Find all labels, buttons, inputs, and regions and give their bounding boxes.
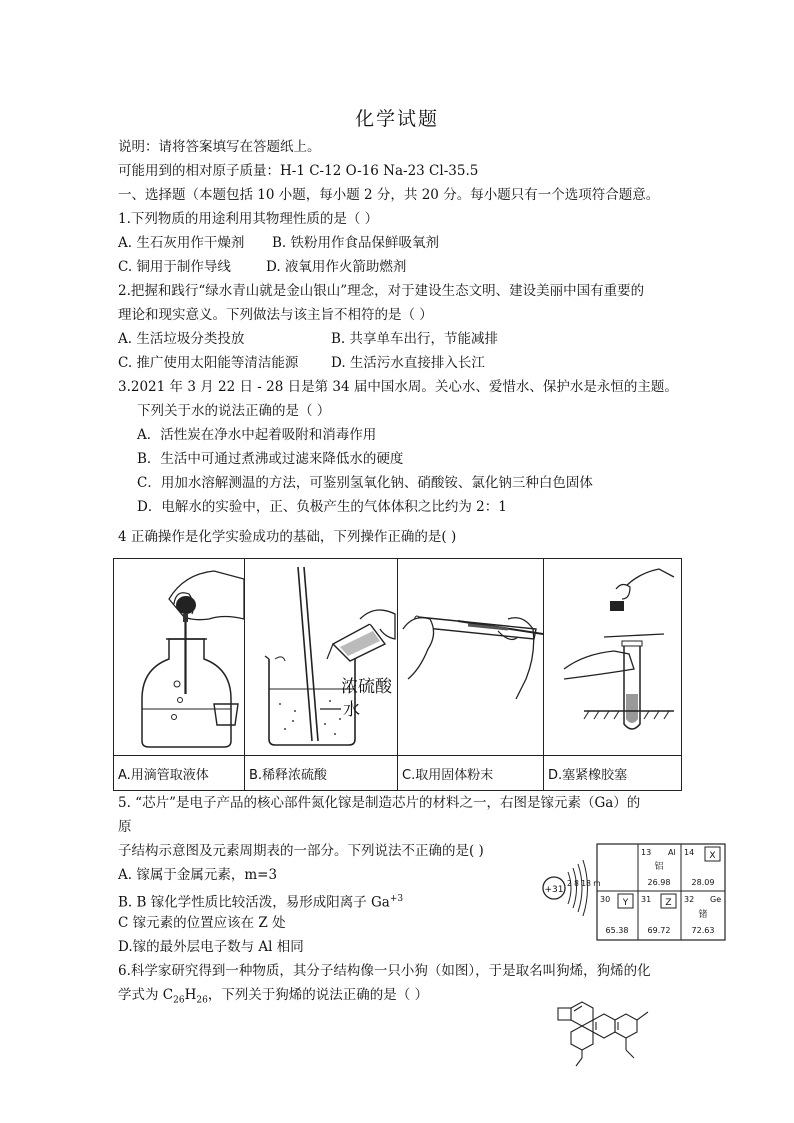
q4-figure-table [113,558,682,791]
powder-illustration [398,559,543,751]
q5-option-b-charge: +3 [389,894,404,904]
q2-option-d: D. 生活污水直接排入长江 [331,355,485,371]
al-symbol: Al [668,848,676,857]
x-number: 14 [684,848,695,857]
q2-stem-line1: 2.把握和践行“绿水青山就是金山银山”理念，对于建设生态文明、建设美丽中国有重要的 [118,283,645,299]
q3-stem-line2: 下列关于水的说法正确的是（ ） [137,403,331,419]
q5-option-b [118,889,403,913]
z-mass: 69.72 [647,926,671,935]
section-heading: 一、选择题（本题包括 10 小题，每小题 2 分，共 20 分。每小题只有一个选项符合题意。 [118,187,660,203]
caption-d: D.塞紧橡胶塞 [544,756,682,791]
q3-option-b: B．生活中可通过煮沸或过滤来降低水的硬度 [137,451,404,467]
page-title: 化学试题 [354,108,439,130]
ge-number: 32 [684,895,695,904]
al-mass: 26.98 [647,878,671,887]
z-symbol: Z [665,898,672,908]
q2-option-b: B. 共享单车出行，节能减排 [331,331,499,347]
q5-option-a: A. 镓属于金属元素，m=3 [118,867,278,883]
q5-stem-line1b: 原 [118,819,132,835]
q6-stem-line1: 6.科学家研究得到一种物质，其分子结构像一只小狗（如图），于是取名叫狗烯，狗烯的化 [118,963,651,979]
caption-c: C.取用固体粉末 [398,756,544,791]
gallium-figure [540,842,728,942]
q2-stem-line2: 理论和现实意义。下列做法与该主旨不相符的是（ ） [118,307,433,323]
q1-option-a: A. 生石灰用作干燥剂 [118,235,245,251]
q6-formula-h-count: 26 [196,995,208,1006]
q1-option-b: B. 铁粉用作食品保鲜吸氧剂 [272,235,440,251]
nucleus-charge: +31 [544,885,564,895]
periodic-table-fragment [597,844,725,940]
dropper-illustration [114,559,244,751]
al-name: 铝 [654,862,664,872]
q5-option-c: C 镓元素的位置应该在 Z 处 [118,915,286,931]
q5-option-d: D.镓的最外层电子数与 Al 相同 [118,939,304,955]
q3-option-a: A．活性炭在净水中起着吸附和消毒作用 [137,427,377,443]
x-mass: 28.09 [691,878,715,887]
q2-option-c: C. 推广使用太阳能等清洁能源 [118,355,299,371]
acid-label: 浓硫酸 [341,677,392,697]
caption-b: B.稀释浓硫酸 [245,756,398,791]
ge-mass: 72.63 [691,926,715,935]
q5-option-b-text: B. B 镓化学性质比较活泼，易形成阳离子 Ga [118,894,390,911]
water-label: 水 [343,700,360,720]
q6-formula-post: ，下列关于狗烯的说法正确的是（ ） [207,987,429,1003]
y-mass: 65.38 [605,926,629,935]
y-symbol: Y [622,898,629,908]
q6-formula-h: H [184,987,197,1003]
q3-option-d: D．电解水的实验中，正、负极产生的气体体积之比约为 2：1 [137,499,507,515]
q3-option-c: C．用加水溶解测温的方法，可鉴别氢氧化钠、硝酸铵、氯化钠三种白色固体 [137,475,593,491]
atomic-mass-line: 可能用到的相对原子质量：H-1 C-12 O-16 Na-23 Cl-35.5 [118,163,479,179]
q6-stem-line2 [118,985,428,1011]
q1-stem: 1.下列物质的用途利用其物理性质的是（ ） [118,211,379,227]
caption-a: A.用滴管取液体 [114,756,245,791]
dilution-illustration [245,559,397,751]
x-symbol: X [709,851,716,861]
z-number: 31 [641,895,652,904]
figure-d-stopper [544,559,682,756]
q1-option-c: C. 铜用于制作导线 [118,259,231,275]
figure-b-dilute-acid [245,559,398,756]
q3-stem-line1: 3.2021 年 3 月 22 日 - 28 日是第 34 届中国水周。关心水、爱惜水、保护水是永恒的主题。 [118,379,678,395]
q6-formula-pre: 学式为 C [118,987,174,1003]
q5-stem-line1: 5. “芯片”是电子产品的核心部件氮化镓是制造芯片的材料之一，右图是镓元素（Ga）的 [118,795,641,811]
ge-name: 锗 [698,910,708,920]
al-number: 13 [641,848,652,857]
q2-option-a: A. 生活垃圾分类投放 [118,331,245,347]
ge-symbol: Ge [710,895,722,904]
y-number: 30 [600,895,611,904]
figure-c-powder [398,559,544,756]
stopper-illustration [544,559,681,751]
q4-stem: 4 正确操作是化学实验成功的基础，下列操作正确的是( ) [118,529,457,545]
figure-a-dropper [114,559,245,756]
q1-option-d: D. 液氧用作火箭助燃剂 [266,259,407,275]
q5-stem-line2: 子结构示意图及元素周期表的一部分。下列说法不正确的是( ) [118,843,484,859]
atom-structure-diagram [543,860,601,916]
q6-formula-c-count: 26 [173,995,185,1006]
dog-ene-structure [552,1000,662,1070]
instructions-note: 说明：请将答案填写在答题纸上。 [118,139,321,155]
electron-shells: 2 8 18 m [567,879,601,888]
